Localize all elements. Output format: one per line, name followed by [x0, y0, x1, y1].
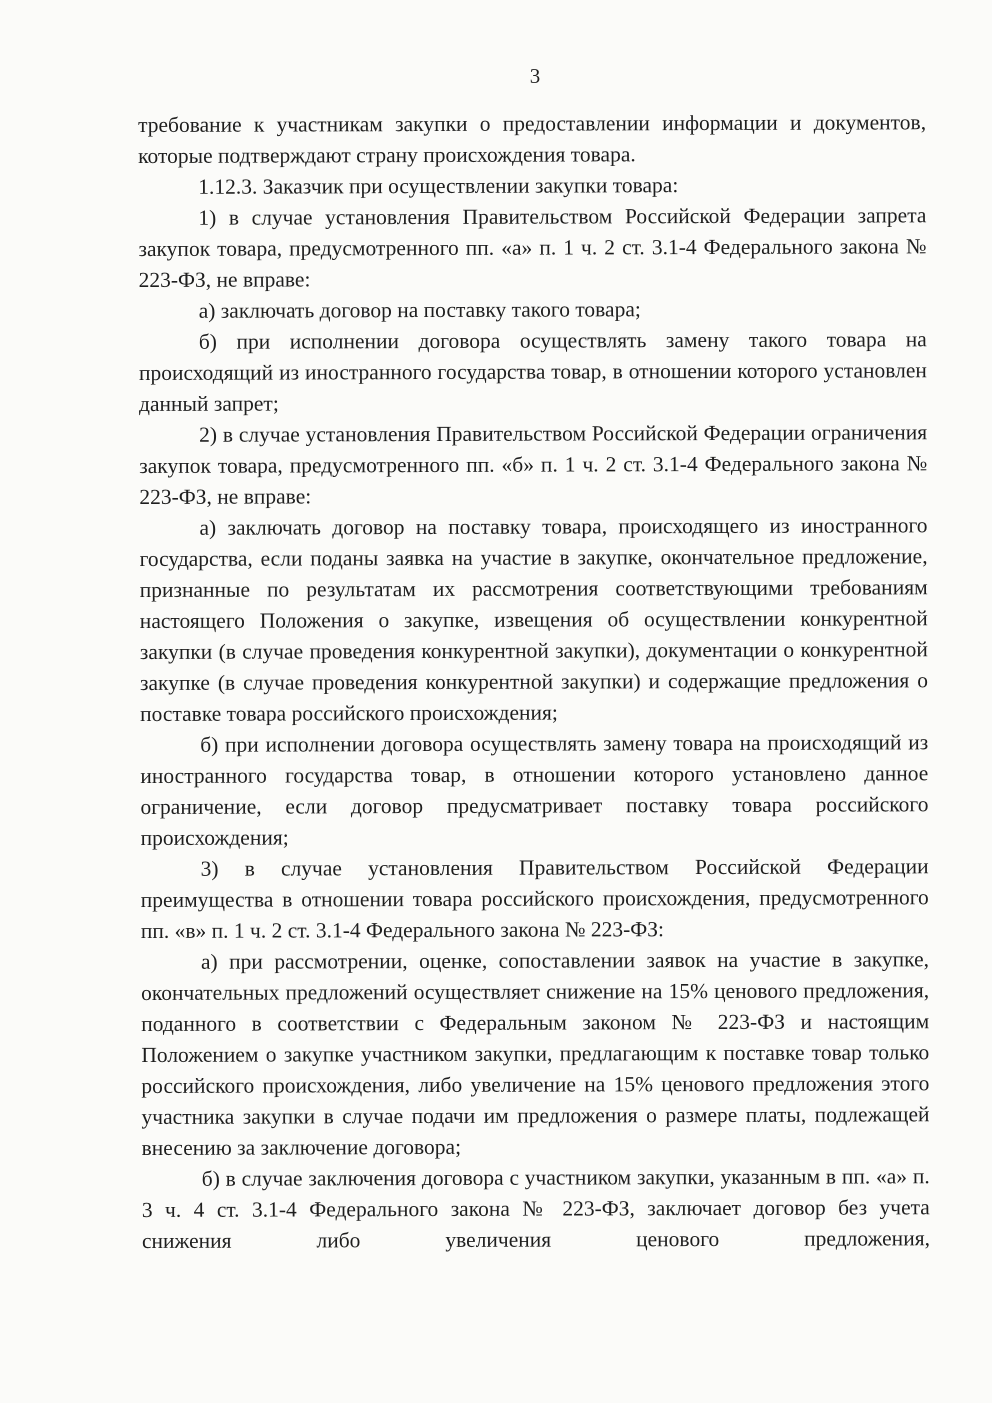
paragraph-item-2: 2) в случае установления Правительством Российской Федерации ограничения закупок товара, предусмотренного пп. «б» п. 1 ч. 2 ст. 3.1-4 Федерального закона № 223-ФЗ, не вправе: — [139, 420, 928, 509]
paragraph-item-1b: б) при исполнении договора осуществлять замену такого товара на происходящий из иностранного государства товар, в отношении которого установлен данный запрет; — [138, 327, 927, 416]
paragraph-clause-1-12-3: 1.12.3. Заказчик при осуществлении закупки товара: — [198, 173, 679, 199]
paragraph-item-2a: а) заключать договор на поставку товара, происходящего из иностранного государства, если поданы заявка на участие в закупке, окончательное предложение, признанные по результатам их рассмотрения соответствующими требованиям настоящего Положения о закупке, извещения об осуществлении конкурентной закупки (в случае проведения конкурентной закупки), документации о конкурентной закупке (в случае проведения конкурентной закупки) и содержащие предложения о поставке товара российского происхождения; — [139, 513, 929, 726]
document-body — [138, 107, 930, 1257]
paragraph-item-3a: а) при рассмотрении, оценке, сопоставлении заявок на участие в закупке, окончательных предложений осуществляет снижение на 15% ценового предложения, поданного в соответствии с Федеральным законом № 223-ФЗ и настоящим Положением о закупке участником закупки, предлагающим к поставке товар только российского происхождения, либо увеличение на 15% ценового предложения этого участника закупки в случае подачи им предложения о размере платы, подлежащей внесению за заключение договора; — [141, 947, 930, 1160]
paragraph-item-3b: б) в случае заключения договора с участником закупки, указанным в пп. «а» п. 3 ч. 4 ст. 3.1-4 Федерального закона № 223-ФЗ, заключает договор без учета снижения либо увеличения ценового предложения, — [141, 1164, 930, 1253]
paragraph-item-2b: б) при исполнении договора осуществлять замену товара на происходящий из иностранного государства товар, в отношении которого установлено данное ограничение, если договор предусматривает поставку товара российского происхождения; — [140, 730, 929, 850]
paragraph-continuation: требование к участникам закупки о предоставлении информации и документов, которые подтверждают страну происхождения товара. — [138, 110, 927, 168]
paragraph-item-1a: а) заключать договор на поставку такого товара; — [198, 297, 641, 323]
paragraph-item-3: 3) в случае установления Правительством Российской Федерации преимущества в отношении товара российского происхождения, предусмотренного пп. «в» п. 1 ч. 2 ст. 3.1-4 Федерального закона № 223-ФЗ: — [140, 854, 929, 943]
paragraph-item-1: 1) в случае установления Правительством Российской Федерации запрета закупок товара, предусмотренного пп. «а» п. 1 ч. 2 ст. 3.1-4 Федерального закона № 223-ФЗ, не вправе: — [138, 203, 927, 292]
page-number: 3 — [529, 64, 541, 88]
